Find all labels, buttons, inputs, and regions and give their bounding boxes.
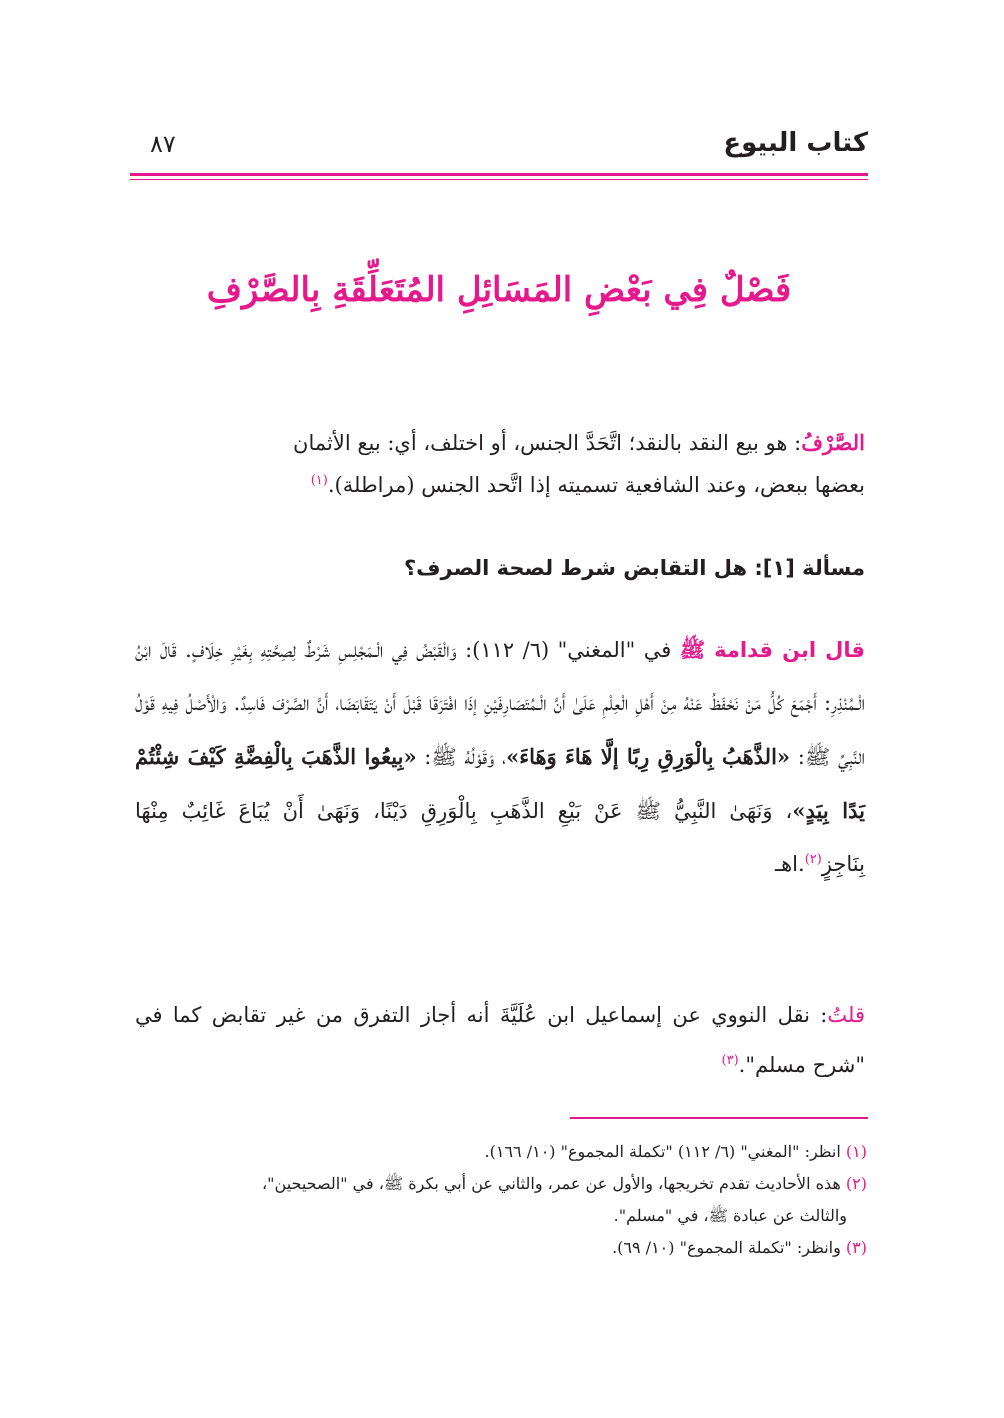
quote-paragraph (135, 624, 865, 891)
footnote-text: وانظر: "تكملة المجموع" (١٠/ ٦٩). (612, 1238, 846, 1257)
intro-term: الصَّرْفُ (801, 430, 865, 455)
footnote-2-continued: والثالث عن عبادة ﷺ، في "مسلم". (613, 1206, 847, 1225)
intro-text-2: بعضها ببعض، وعند الشافعية تسميته إذا اتَّحد الجنس (مراطلة). (327, 473, 865, 497)
note-label: قلتُ (827, 1003, 865, 1027)
header-title: كتاب البيوع (723, 128, 868, 158)
hadith-2: «بِيعُوا الذَّهَبَ بِالْفِضَّةِ كَيْفَ شِئْتُمْ يَدًا بِيَدٍ» (135, 744, 866, 823)
intro-paragraph (135, 422, 865, 506)
note-text: : نقل النووي عن إسماعيل ابن عُلَيَّةَ أنه أجاز التفرق من غير تقابض كما في "شرح مسلم". (135, 1003, 865, 1077)
footnote-ref-2[interactable]: (٢) (804, 852, 822, 867)
footnote-text: انظر: "المغني" (٦/ ١١٢) "تكملة المجموع" (١٠/ ١٦٦). (484, 1142, 846, 1161)
footnote-3 (135, 1232, 867, 1264)
quote-seg-1: في "المغني" (٦/ ١١٢): وَالْقَبْضُ فِي الْـمَجْلِسِ شَرْطٌ لِصِحَّتِهِ بِغَيْرِ خِلَافٍ. قَالَ ابْنُ الْـمُنْذِرِ: أَجْمَعَ كُلُّ مَنْ نَحْفَظُ عَنْهُ مِنْ أَهْلِ الْعِلْمِ عَلَىٰ أَنَّ الْـمُتَصَارِفَيْنِ إذَا افْتَرَقَا قَبْلَ أَنْ يَتَقَابَضَا، أَنَّ الصَّرْفَ فَاسِدٌ. وَالْأَصْلُ فِيهِ قَوْلُ النَّبِيِّ ﷺ: (135, 638, 866, 769)
intro-line-1 (135, 422, 865, 464)
page-number: ٨٧ (150, 130, 176, 158)
running-header (130, 128, 868, 176)
question-text: هل التقابض شرط لصحة الصرف؟ (403, 556, 755, 580)
footnote-number: (٣) (845, 1238, 867, 1257)
intro-line-2 (135, 464, 865, 506)
quote-speaker: قال ابن قدامة ﷺ (679, 638, 865, 662)
quote-end: .اهـ (774, 852, 805, 876)
header-rule-thick (130, 173, 868, 176)
quote-seg-3: ، وَنَهَىٰ النَّبِيُّ ﷺ عَنْ بَيْعِ الذَّهَبِ بِالْوَرِقِ دَيْنًا، وَنَهَىٰ أَنْ يُبَاعَ غَائِبٌ مِنْهَا بِنَاجِزٍ (135, 799, 865, 876)
question-heading (135, 556, 865, 580)
note-paragraph (135, 990, 865, 1090)
footnote-2 (135, 1168, 867, 1200)
chapter-title: فَصْلٌ فِي بَعْضِ المَسَائِلِ المُتَعَلِّقَةِ بِالصَّرْفِ (206, 270, 792, 310)
footnote-ref-1[interactable]: (١) (310, 473, 328, 488)
footnote-separator (570, 1117, 868, 1119)
hadith-1: «الذَّهَبُ بِالْوَرِقِ رِبًا إلَّا هَاءَ وَهَاءَ» (506, 744, 791, 769)
quote-seg-2: ، وَقَوْلُهُ ﷺ: (416, 745, 507, 769)
question-label: مسألة [١]: (754, 556, 865, 580)
footnote-1 (135, 1136, 867, 1168)
footnotes (135, 1136, 867, 1264)
footnote-number: (١) (845, 1142, 867, 1161)
intro-text-1: : هو بيع النقد بالنقد؛ اتَّحَدَّ الجنس، أو اختلف، أي: بيع الأثمان (293, 431, 802, 455)
footnote-number: (٢) (845, 1174, 867, 1193)
header-rule-thin (130, 179, 868, 180)
footnote-text: هذه الأحاديث تقدم تخريجها، والأول عن عمر، والثاني عن أبي بكرة ﷺ، في "الصحيحين"، (261, 1174, 846, 1193)
footnote-ref-3[interactable]: (٣) (721, 1053, 739, 1068)
